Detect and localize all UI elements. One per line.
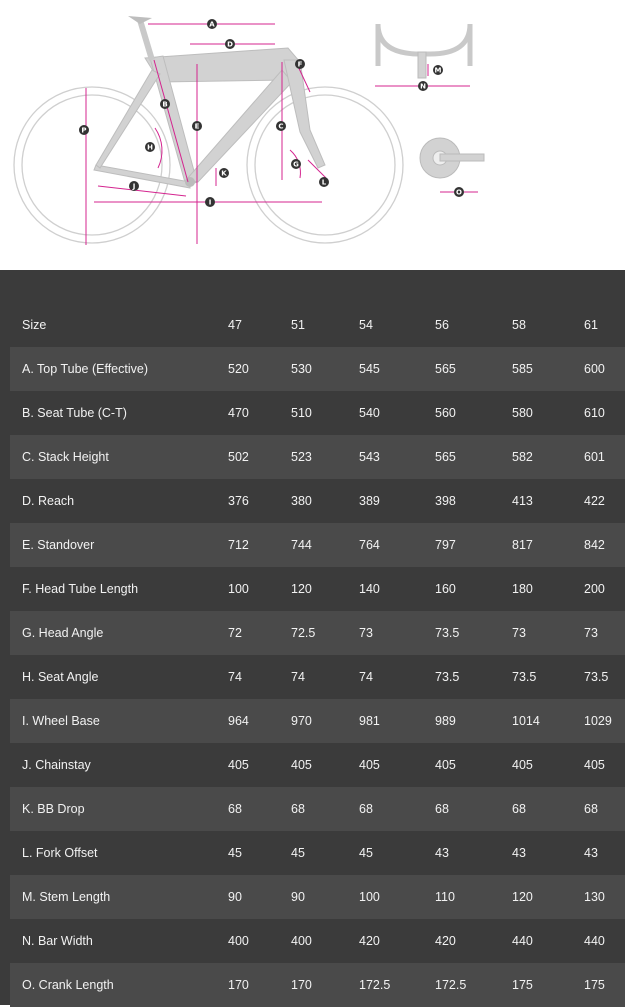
table-row bbox=[10, 567, 625, 611]
measurement-value: 73 bbox=[512, 626, 526, 640]
bike-geometry-illustration bbox=[0, 0, 625, 270]
measurement-value: 413 bbox=[512, 494, 533, 508]
measurement-value: 600 bbox=[584, 362, 605, 376]
measurement-value: 610 bbox=[584, 406, 605, 420]
measurement-value: 73 bbox=[359, 626, 373, 640]
table-row bbox=[10, 347, 625, 391]
label-a: A bbox=[209, 20, 215, 29]
measurement-value: 398 bbox=[435, 494, 456, 508]
measurement-value: 981 bbox=[359, 714, 380, 728]
measurement-value: 90 bbox=[228, 890, 242, 904]
measurement-value: 520 bbox=[228, 362, 249, 376]
label-n: N bbox=[420, 82, 426, 91]
measurement-value: 380 bbox=[291, 494, 312, 508]
measurement-value: 68 bbox=[359, 802, 373, 816]
table-row bbox=[10, 875, 625, 919]
measurement-value: 90 bbox=[291, 890, 305, 904]
table-row bbox=[10, 479, 625, 523]
measurement-value: 160 bbox=[435, 582, 456, 596]
measurement-label: H. Seat Angle bbox=[22, 670, 99, 684]
table-row bbox=[10, 523, 625, 567]
measurement-value: 1029 bbox=[584, 714, 612, 728]
measurement-value: 73.5 bbox=[435, 670, 460, 684]
measurement-value: 964 bbox=[228, 714, 249, 728]
measurement-value: 100 bbox=[228, 582, 249, 596]
label-p: P bbox=[81, 126, 87, 135]
measurement-value: 842 bbox=[584, 538, 605, 552]
table-row bbox=[10, 435, 625, 479]
measurement-value: 405 bbox=[584, 758, 605, 772]
label-l: L bbox=[321, 178, 327, 187]
label-c: C bbox=[278, 122, 284, 131]
measurement-value: 68 bbox=[291, 802, 305, 816]
label-m: M bbox=[434, 66, 442, 75]
measurement-value: 422 bbox=[584, 494, 605, 508]
measurement-label: E. Standover bbox=[22, 538, 95, 552]
table-row bbox=[10, 787, 625, 831]
measurement-value: 565 bbox=[435, 362, 456, 376]
table-row bbox=[10, 743, 625, 787]
table-row bbox=[10, 699, 625, 743]
measurement-value: 400 bbox=[291, 934, 312, 948]
measurement-value: 1014 bbox=[512, 714, 540, 728]
measurement-value: 405 bbox=[291, 758, 312, 772]
label-h: H bbox=[147, 143, 153, 152]
measurement-label: D. Reach bbox=[22, 494, 75, 508]
measurement-value: 43 bbox=[512, 846, 526, 860]
measurement-value: 68 bbox=[228, 802, 242, 816]
measurement-label: A. Top Tube (Effective) bbox=[22, 362, 148, 376]
label-k: K bbox=[221, 169, 227, 178]
measurement-value: 175 bbox=[584, 978, 605, 992]
measurement-value: 970 bbox=[291, 714, 312, 728]
measurement-value: 120 bbox=[291, 582, 312, 596]
measurement-value: 405 bbox=[228, 758, 249, 772]
measurement-label: C. Stack Height bbox=[22, 450, 109, 464]
header-size-label: Size bbox=[22, 318, 47, 332]
measurement-value: 140 bbox=[359, 582, 380, 596]
measurement-value: 510 bbox=[291, 406, 312, 420]
measurement-label: M. Stem Length bbox=[22, 890, 111, 904]
header-size-56: 56 bbox=[435, 318, 449, 332]
measurement-label: I. Wheel Base bbox=[22, 714, 100, 728]
measurement-value: 523 bbox=[291, 450, 312, 464]
table-header-row bbox=[10, 303, 625, 347]
measurement-value: 764 bbox=[359, 538, 380, 552]
measurement-value: 470 bbox=[228, 406, 249, 420]
label-d: D bbox=[227, 40, 233, 49]
measurement-value: 585 bbox=[512, 362, 533, 376]
table-row bbox=[10, 919, 625, 963]
measurement-value: 817 bbox=[512, 538, 533, 552]
measurement-value: 530 bbox=[291, 362, 312, 376]
measurement-value: 565 bbox=[435, 450, 456, 464]
measurement-value: 405 bbox=[512, 758, 533, 772]
measurement-value: 376 bbox=[228, 494, 249, 508]
label-f: F bbox=[297, 60, 303, 69]
measurement-value: 172.5 bbox=[359, 978, 391, 992]
header-size-61: 61 bbox=[584, 318, 598, 332]
geometry-table bbox=[0, 270, 625, 1005]
measurement-value: 74 bbox=[291, 670, 305, 684]
measurement-label: G. Head Angle bbox=[22, 626, 104, 640]
measurement-label: L. Fork Offset bbox=[22, 846, 98, 860]
header-size-58: 58 bbox=[512, 318, 526, 332]
measurement-value: 45 bbox=[228, 846, 242, 860]
measurement-value: 68 bbox=[435, 802, 449, 816]
measurement-value: 580 bbox=[512, 406, 533, 420]
measurement-value: 73.5 bbox=[435, 626, 460, 640]
header-size-47: 47 bbox=[228, 318, 242, 332]
measurement-value: 405 bbox=[435, 758, 456, 772]
table-row bbox=[10, 611, 625, 655]
measurement-value: 74 bbox=[228, 670, 242, 684]
label-e: E bbox=[194, 122, 200, 131]
measurement-value: 744 bbox=[291, 538, 312, 552]
measurement-value: 73.5 bbox=[584, 670, 609, 684]
label-j: J bbox=[132, 182, 136, 191]
measurement-label: J. Chainstay bbox=[22, 758, 91, 772]
table-row bbox=[10, 831, 625, 875]
measurement-label: K. BB Drop bbox=[22, 802, 85, 816]
measurement-label: O. Crank Length bbox=[22, 978, 114, 992]
measurement-value: 440 bbox=[512, 934, 533, 948]
measurement-value: 43 bbox=[584, 846, 598, 860]
measurement-value: 712 bbox=[228, 538, 249, 552]
table-row bbox=[10, 963, 625, 1007]
measurement-value: 74 bbox=[359, 670, 373, 684]
measurement-value: 68 bbox=[512, 802, 526, 816]
measurement-value: 45 bbox=[291, 846, 305, 860]
label-o: O bbox=[456, 188, 462, 197]
measurement-value: 989 bbox=[435, 714, 456, 728]
measurement-value: 43 bbox=[435, 846, 449, 860]
measurement-value: 180 bbox=[512, 582, 533, 596]
measurement-value: 72.5 bbox=[291, 626, 316, 640]
measurement-value: 73 bbox=[584, 626, 598, 640]
measurement-value: 400 bbox=[228, 934, 249, 948]
measurement-value: 172.5 bbox=[435, 978, 467, 992]
measurement-value: 420 bbox=[435, 934, 456, 948]
measurement-value: 797 bbox=[435, 538, 456, 552]
measurement-value: 440 bbox=[584, 934, 605, 948]
measurement-value: 389 bbox=[359, 494, 380, 508]
measurement-value: 73.5 bbox=[512, 670, 537, 684]
measurement-value: 100 bbox=[359, 890, 380, 904]
measurement-value: 405 bbox=[359, 758, 380, 772]
measurement-value: 120 bbox=[512, 890, 533, 904]
measurement-value: 540 bbox=[359, 406, 380, 420]
measurement-label: F. Head Tube Length bbox=[22, 582, 139, 596]
measurement-value: 45 bbox=[359, 846, 373, 860]
measurement-value: 72 bbox=[228, 626, 242, 640]
measurement-value: 170 bbox=[228, 978, 249, 992]
table-row bbox=[10, 655, 625, 699]
measurement-value: 543 bbox=[359, 450, 380, 464]
measurement-value: 130 bbox=[584, 890, 605, 904]
header-size-51: 51 bbox=[291, 318, 305, 332]
label-b: B bbox=[162, 100, 168, 109]
table-row bbox=[10, 391, 625, 435]
measurement-value: 175 bbox=[512, 978, 533, 992]
measurement-value: 582 bbox=[512, 450, 533, 464]
measurement-label: B. Seat Tube (C-T) bbox=[22, 406, 127, 420]
measurement-value: 601 bbox=[584, 450, 605, 464]
label-g: G bbox=[293, 160, 299, 169]
label-i: I bbox=[208, 198, 212, 207]
header-size-54: 54 bbox=[359, 318, 373, 332]
measurement-value: 110 bbox=[435, 890, 455, 904]
measurement-value: 502 bbox=[228, 450, 249, 464]
geometry-diagram bbox=[0, 0, 625, 270]
measurement-value: 420 bbox=[359, 934, 380, 948]
measurement-value: 560 bbox=[435, 406, 456, 420]
measurement-label: N. Bar Width bbox=[22, 934, 93, 948]
measurement-value: 68 bbox=[584, 802, 598, 816]
measurement-value: 545 bbox=[359, 362, 380, 376]
measurement-value: 200 bbox=[584, 582, 605, 596]
measurement-value: 170 bbox=[291, 978, 312, 992]
